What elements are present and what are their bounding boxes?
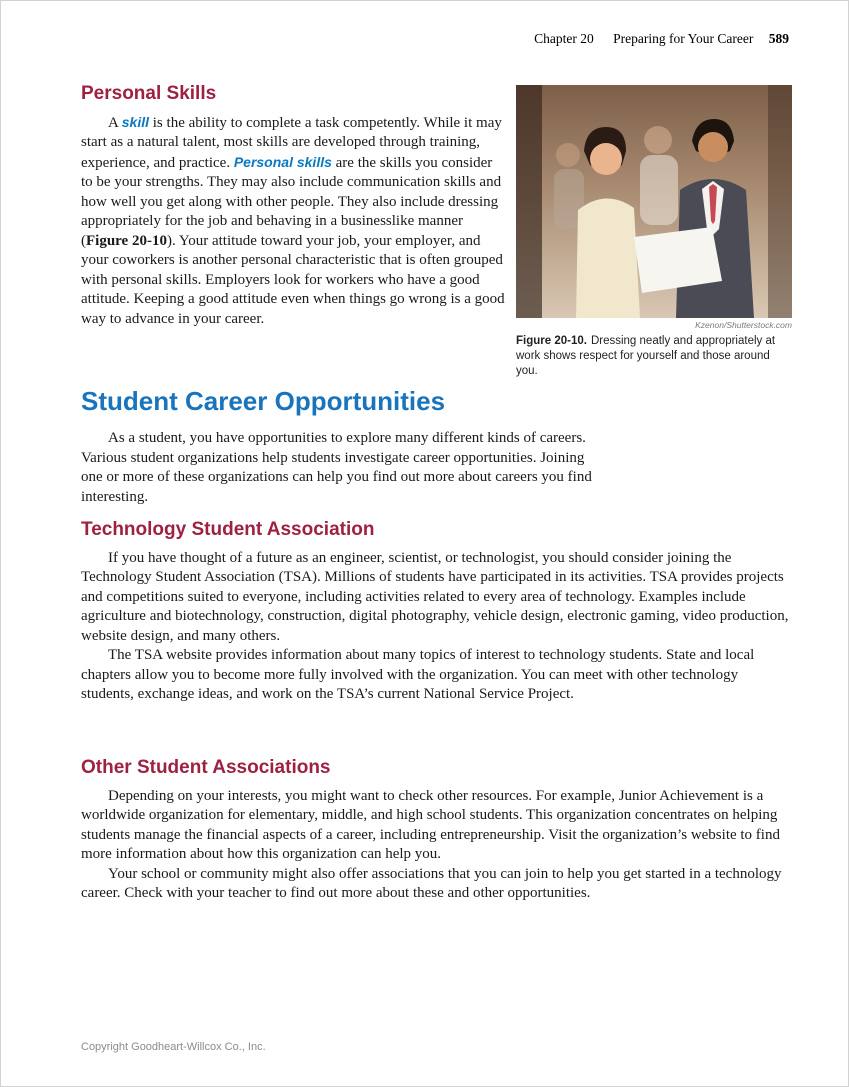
inline-text: A — [108, 114, 122, 131]
inline-bold: Figure 20-10 — [86, 232, 167, 249]
heading-student-career-opportunities: Student Career Opportunities — [81, 386, 446, 416]
copyright-footer: Copyright Goodheart-Willcox Co., Inc. — [81, 1041, 266, 1053]
running-header — [534, 31, 789, 47]
student-career-intro-paragraph: As a student, you have opportunities to explore many different kinds of careers. Various student organizations help students investigate career opportunities. Joining one or more of these organizations can help you find out more about careers you find interesting. — [81, 430, 592, 505]
inline-text: is the ability to complete a task competently. While it may start as a natural talent, most skills are developed through training, experience, and practice. — [81, 114, 502, 171]
inline-term: Personal skills — [233, 153, 332, 170]
figure-photo-image — [516, 85, 792, 318]
inline-text: ). Your attitude toward your job, your employer, and your coworkers is another personal characteristic that is often grouped with personal skills. Employers look for workers who have a good attitude. Keeping a good attitude even when things go wrong is a good way to advance in your career. — [81, 232, 505, 327]
section-technology-student-association — [81, 519, 789, 705]
figure-caption — [516, 334, 792, 379]
heading-personal-skills: Personal Skills — [81, 83, 217, 104]
photo-credit: Kzenon/Shutterstock.com — [695, 320, 792, 330]
heading-technology-student-association: Technology Student Association — [81, 519, 375, 540]
figure-caption-text: Dressing neatly and appropriately at work shows respect for yourself and those around you. — [516, 335, 776, 377]
running-header-chapter: Chapter 20 — [534, 31, 594, 46]
other-paragraph-1: Depending on your interests, you might want to check other resources. For example, Junior Achievement is a worldwide organization for elementary, middle, and high school students. This organization concentrates on helping students manage the financial aspects of a career, including entrepreneurship. Visit the organization’s website to find more information about how this organization can help you. — [81, 787, 780, 863]
personal-skills-paragraph — [81, 113, 507, 330]
section-personal-skills — [81, 83, 507, 329]
page-number: 589 — [768, 31, 789, 46]
tsa-paragraph-2: The TSA website provides information about many topics of interest to technology students. State and local chapters allow you to become more fully involved with the organization. You can meet with other technology students, exchange ideas, and work on the TSA’s current National Service Project. — [81, 647, 755, 703]
heading-other-student-associations: Other Student Associations — [81, 757, 331, 778]
inline-term: skill — [121, 113, 150, 130]
tsa-paragraph-1: If you have thought of a future as an engineer, scientist, or technologist, you should consider joining the Technology Student Association (TSA). Millions of students have participated in its activities. TSA provides projects and competitions suited to everyone, including activities related to every area of technology. Examples include agriculture and biotechnology, construction, digital photography, vehicle design, electronic gaming, video production, website design, and many others. — [81, 549, 789, 644]
running-header-title: Preparing for Your Career — [613, 31, 754, 46]
figure-20-10 — [516, 85, 792, 379]
section-other-student-associations — [81, 757, 789, 904]
inline-text: are the skills you consider to be your strengths. They may also include communication skills and how well you get along with other people. They also include dressing appropriately for the job and behaving in a businesslike manner ( — [81, 154, 502, 249]
figure-caption-label: Figure 20-10. — [516, 335, 587, 347]
other-paragraph-2: Your school or community might also offer associations that you can join to help you get started in a technology career. Check with your teacher to find out more about these and other opportunities. — [81, 865, 782, 902]
